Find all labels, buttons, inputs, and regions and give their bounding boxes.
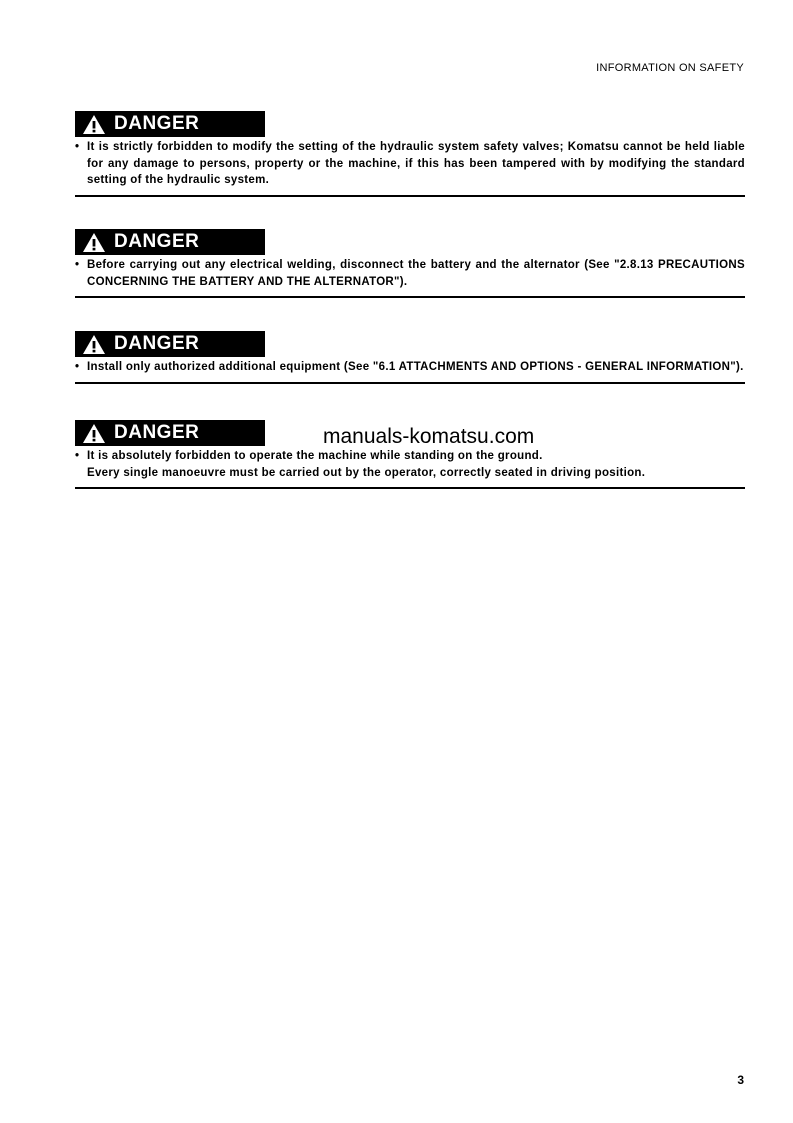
watermark-text: manuals-komatsu.com (323, 425, 535, 448)
danger-text: Before carrying out any electrical welding, disconnect the battery and the alternator (See "2.8.13 PRECAUTIONS CONCERNING THE BATTERY AND THE ALTERNATOR"). (87, 259, 745, 288)
danger-block (75, 111, 745, 197)
danger-text: Every single manoeuvre must be carried out by the operator, correctly seated in driving position. (87, 466, 646, 479)
warning-triangle-icon (82, 334, 106, 355)
danger-bullet (75, 359, 745, 376)
danger-banner (75, 111, 265, 137)
danger-label: DANGER (114, 422, 200, 443)
danger-label: DANGER (114, 113, 200, 134)
danger-text: Install only authorized additional equipment (See "6.1 ATTACHMENTS AND OPTIONS - GENERAL INFORMATION"). (87, 361, 744, 373)
page-number: 3 (737, 1073, 744, 1087)
warning-triangle-icon (82, 114, 106, 135)
danger-body (75, 448, 745, 489)
danger-bullet (75, 139, 745, 189)
danger-banner (75, 229, 265, 255)
danger-block (75, 229, 745, 298)
bullet-dot: • (75, 450, 80, 462)
warning-triangle-icon (82, 232, 106, 253)
danger-banner (75, 420, 265, 446)
danger-bullet (75, 257, 745, 290)
danger-text: It is strictly forbidden to modify the setting of the hydraulic system safety valves; Komatsu cannot be held liable for any damage to persons, property or the machine, if this has been tampered with by modifying the standard setting of the hydraulic system. (87, 141, 745, 186)
danger-label: DANGER (114, 231, 200, 252)
danger-banner (75, 331, 265, 357)
danger-text: It is absolutely forbidden to operate the machine while standing on the ground. (87, 450, 543, 462)
bullet-dot: • (75, 259, 80, 271)
danger-bullet (75, 448, 745, 481)
danger-block (75, 331, 745, 384)
danger-body (75, 257, 745, 298)
bullet-dot: • (75, 141, 80, 153)
bullet-dot: • (75, 361, 80, 373)
page-header-section-title: INFORMATION ON SAFETY (596, 62, 744, 74)
danger-body (75, 139, 745, 197)
danger-body (75, 359, 745, 384)
warning-triangle-icon (82, 423, 106, 444)
danger-label: DANGER (114, 333, 200, 354)
